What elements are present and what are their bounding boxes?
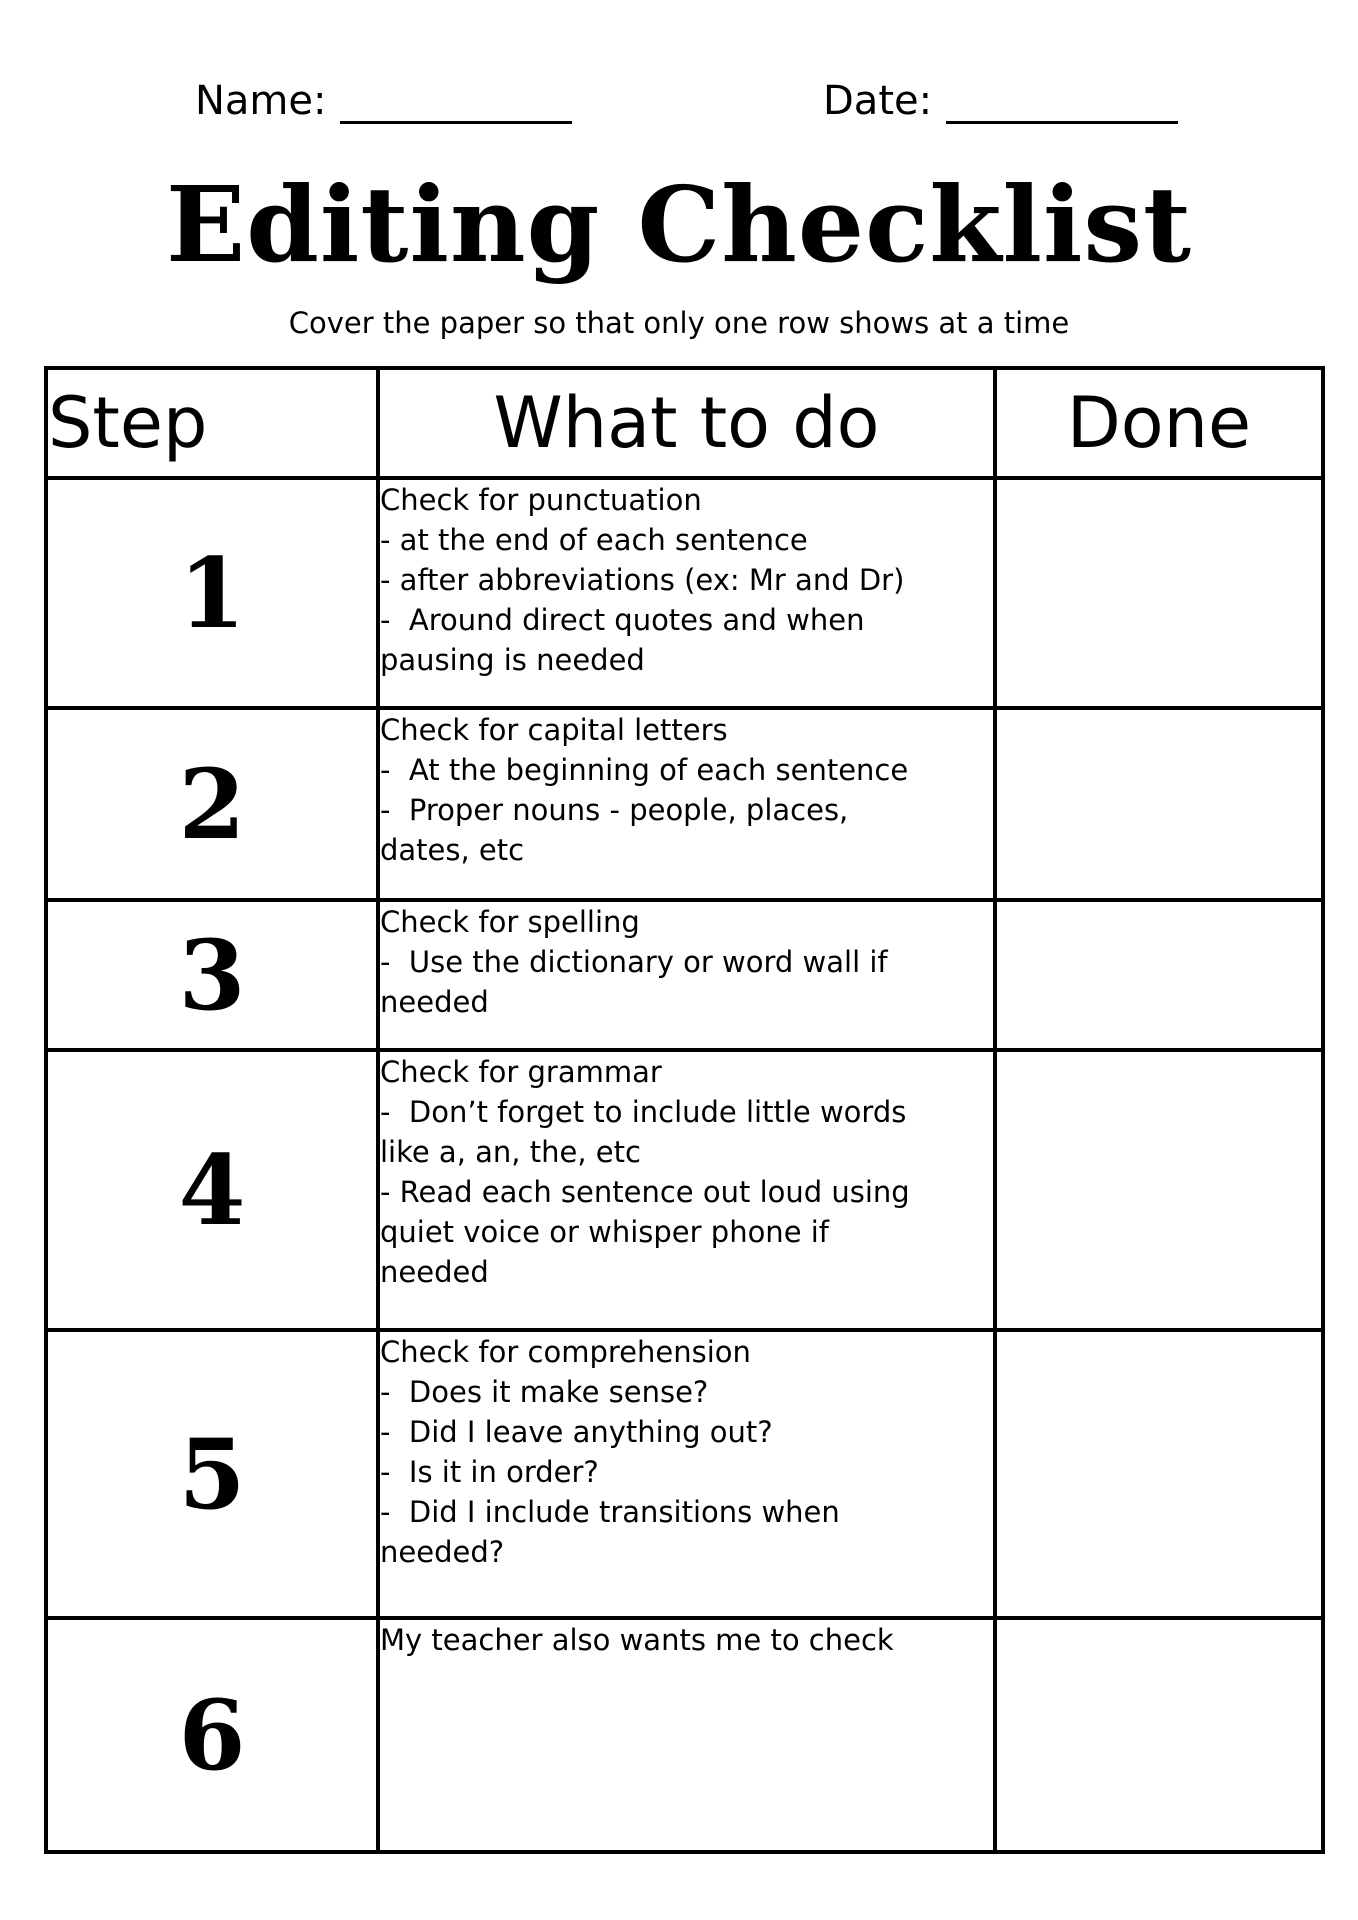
instruction-line: pausing is needed	[380, 643, 645, 677]
instruction-line: Check for spelling	[380, 905, 640, 939]
instruction-line: - Use the dictionary or word wall if	[380, 945, 888, 979]
instruction-line: - Don’t forget to include little words	[380, 1095, 907, 1129]
done-checkbox-cell[interactable]	[995, 708, 1323, 900]
column-header-what-to-do: What to do	[378, 368, 995, 478]
step-number: 5	[46, 1330, 378, 1618]
column-header-step: Step	[46, 368, 378, 478]
page-title: Editing Checklist	[165, 163, 1193, 286]
instruction-line: - Proper nouns - people, places,	[380, 793, 849, 827]
instruction-line: - at the end of each sentence	[380, 523, 808, 557]
step-number: 1	[46, 478, 378, 708]
date-label: Date:	[823, 78, 933, 124]
what-to-do-cell	[378, 1050, 995, 1330]
table-header-row	[46, 368, 1323, 478]
done-checkbox-cell[interactable]	[995, 1330, 1323, 1618]
step-number: 6	[46, 1618, 378, 1852]
name-blank-line[interactable]	[340, 81, 572, 124]
table-row	[46, 1618, 1323, 1852]
instruction-line: - Around direct quotes and when	[380, 603, 865, 637]
what-to-do-cell	[378, 478, 995, 708]
done-checkbox-cell[interactable]	[995, 900, 1323, 1050]
instruction-line: - Did I leave anything out?	[380, 1415, 773, 1449]
instruction-line: Check for punctuation	[380, 483, 702, 517]
table-row	[46, 708, 1323, 900]
instruction-line: - Does it make sense?	[380, 1375, 709, 1409]
step-number: 3	[46, 900, 378, 1050]
table-row	[46, 1330, 1323, 1618]
what-to-do-cell	[378, 708, 995, 900]
name-field	[195, 78, 572, 124]
instruction-line: - Did I include transitions when	[380, 1495, 840, 1529]
instruction-line: - after abbreviations (ex: Mr and Dr)	[380, 563, 905, 597]
instruction-line: needed	[380, 1255, 489, 1289]
instruction-line: needed?	[380, 1535, 505, 1569]
date-blank-line[interactable]	[946, 81, 1178, 124]
instruction-line: Check for capital letters	[380, 713, 728, 747]
instruction-line: needed	[380, 985, 489, 1019]
instruction-line: - Is it in order?	[380, 1455, 599, 1489]
done-checkbox-cell[interactable]	[995, 478, 1323, 708]
instruction-line: Check for grammar	[380, 1055, 662, 1089]
date-field	[823, 78, 1178, 124]
instruction-line: quiet voice or whisper phone if	[380, 1215, 830, 1249]
instruction-line: dates, etc	[380, 833, 525, 867]
step-number: 4	[46, 1050, 378, 1330]
table-row	[46, 1050, 1323, 1330]
instruction-line: like a, an, the, etc	[380, 1135, 641, 1169]
table-row	[46, 900, 1323, 1050]
instruction-line: - At the beginning of each sentence	[380, 753, 909, 787]
instruction-line: Check for comprehension	[380, 1335, 751, 1369]
done-checkbox-cell[interactable]	[995, 1618, 1323, 1852]
table-row	[46, 478, 1323, 708]
done-checkbox-cell[interactable]	[995, 1050, 1323, 1330]
instruction-line: - Read each sentence out loud using	[380, 1175, 910, 1209]
instruction-line: My teacher also wants me to check	[380, 1623, 894, 1657]
page-subtitle: Cover the paper so that only one row shows at a time	[288, 306, 1070, 340]
what-to-do-cell	[378, 1618, 995, 1852]
checklist-table	[44, 366, 1325, 1854]
what-to-do-cell	[378, 1330, 995, 1618]
what-to-do-cell	[378, 900, 995, 1050]
name-label: Name:	[195, 78, 327, 124]
column-header-done: Done	[995, 368, 1323, 478]
step-number: 2	[46, 708, 378, 900]
